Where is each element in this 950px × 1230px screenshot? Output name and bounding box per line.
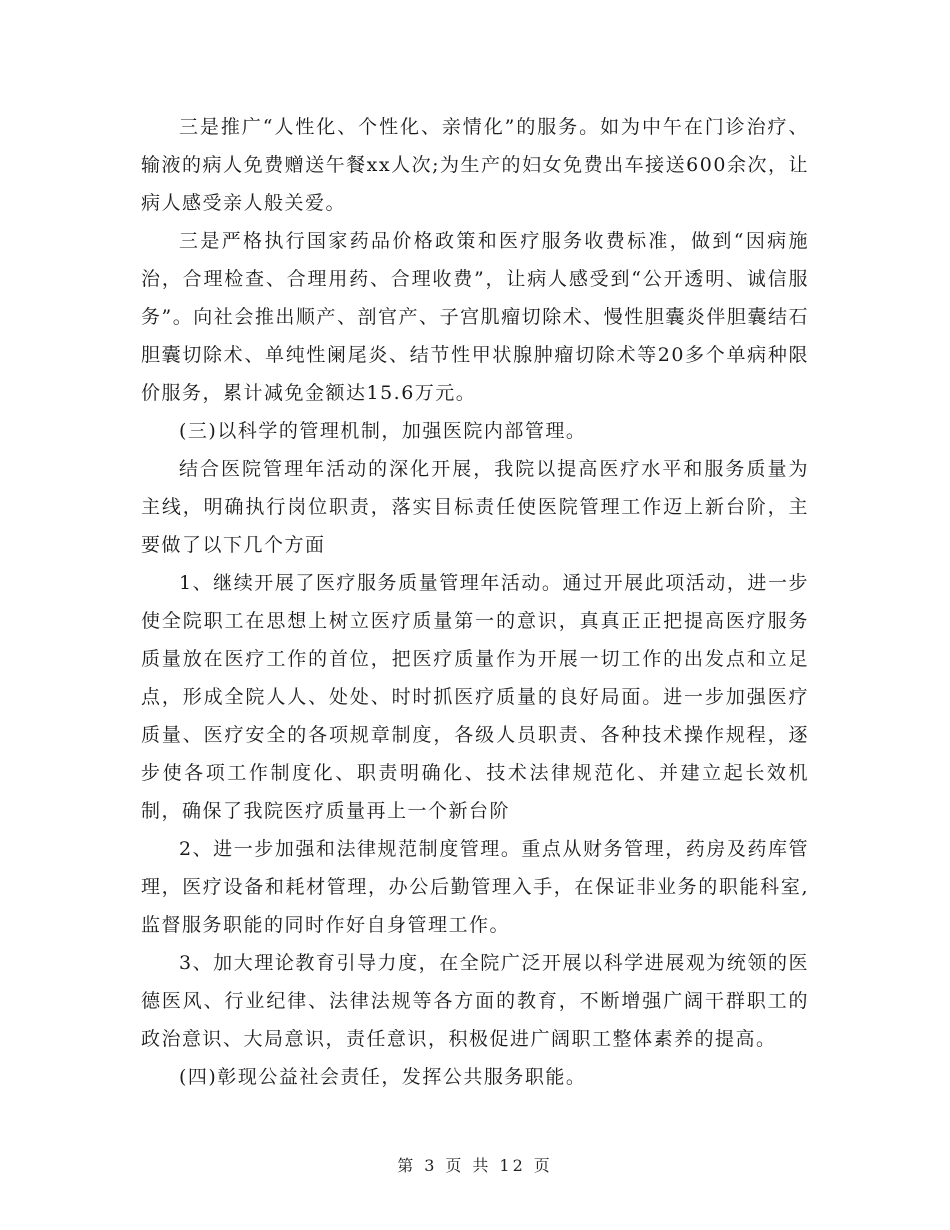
footer-total-word: 共 [472,1156,492,1175]
footer-page-word: 页 [445,1156,465,1175]
section-heading-3: (三)以科学的管理机制，加强医院内部管理。 [179,420,587,442]
paragraph-1: 三是推广“人性化、个性化、亲情化”的服务。如为中午在门诊治疗、输液的病人免费赠送午餐xx人次;为生产的妇女免费出车接送600余次，让病人感受亲人般关爱。 [141,116,809,214]
footer-total-pages: 12 [499,1156,526,1175]
footer-current-page: 3 [424,1156,438,1175]
list-item-3: 3、加大理论教育引导力度，在全院广泛开展以科学进展观为统领的医德医风、行业纪律、法律法规等各方面的教育，不断增强广阔干群职工的政治意识、大局意识，责任意识，积极促进广阔职工整体素养的提高。 [141,952,809,1050]
footer-suffix: 页 [533,1156,553,1175]
paragraph-2: 三是严格执行国家药品价格政策和医疗服务收费标准，做到“因病施治，合理检查、合理用药、合理收费”，让病人感受到“公开透明、诚信服务”。向社会推出顺产、剖官产、子宫肌瘤切除术、慢性胆囊炎伴胆囊结石胆囊切除术、单纯性阑尾炎、结节性甲状腺肿瘤切除术等20多个单病种限价服务，累计减免金额达15.6万元。 [141,230,809,404]
footer-prefix: 第 [397,1156,417,1175]
page-footer [0,1153,950,1176]
page-body [141,108,809,1096]
section-heading-4: (四)彰现公益社会责任，发挥公共服务职能。 [179,1066,587,1088]
list-item-1: 1、继续开展了医疗服务质量管理年活动。通过开展此项活动，进一步使全院职工在思想上树立医疗质量第一的意识，真真正正把提高医疗服务质量放在医疗工作的首位，把医疗质量作为开展一切工作的出发点和立足点，形成全院人人、处处、时时抓医疗质量的良好局面。进一步加强医疗质量、医疗安全的各项规章制度，各级人员职责、各种技术操作规程，逐步使各项工作制度化、职责明确化、技术法律规范化、并建立起长效机制，确保了我院医疗质量再上一个新台阶 [141,572,809,822]
paragraph-4: 结合医院管理年活动的深化开展，我院以提高医疗水平和服务质量为主线，明确执行岗位职责，落实目标责任使医院管理工作迈上新台阶，主要做了以下几个方面 [141,458,809,556]
list-item-2: 2、进一步加强和法律规范制度管理。重点从财务管理，药房及药库管理，医疗设备和耗材管理，办公后勤管理入手，在保证非业务的职能科室,监督服务职能的同时作好自身管理工作。 [141,838,809,936]
